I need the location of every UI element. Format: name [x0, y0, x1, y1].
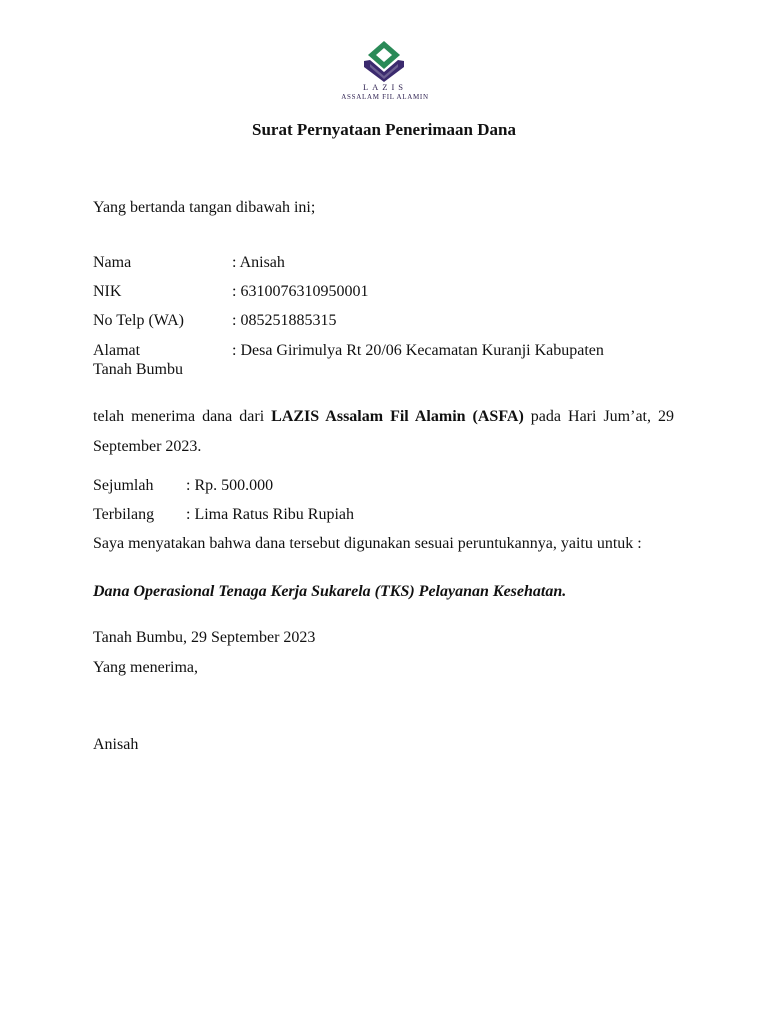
logo-subtitle: ASSALAM FIL ALAMIN: [341, 93, 429, 101]
amount-value: : Rp. 500.000: [186, 477, 274, 494]
nik-label: NIK: [93, 283, 122, 300]
name-value: : Anisah: [232, 254, 285, 271]
signer-name: Anisah: [93, 736, 139, 753]
amount-label: Sejumlah: [93, 477, 154, 494]
amount-words-label: Terbilang: [93, 506, 155, 523]
received-suffix: pada Hari Jum’at, 29 September 2023.: [93, 408, 674, 455]
address-label: Alamat: [93, 342, 141, 359]
place-date: Tanah Bumbu, 29 September 2023: [93, 629, 316, 646]
document-title: Surat Pernyataan Penerimaan Dana: [252, 120, 516, 139]
nik-value: : 6310076310950001: [232, 283, 369, 300]
receiver-label: Yang menerima,: [93, 659, 199, 676]
amount-words-value: : Lima Ratus Ribu Rupiah: [186, 506, 354, 523]
phone-value: : 085251885315: [232, 312, 337, 329]
received-prefix: telah menerima dana dari: [93, 408, 272, 425]
lazis-logo: [333, 40, 437, 104]
name-label: Nama: [93, 254, 132, 271]
usage-statement: Saya menyatakan bahwa dana tersebut digunakan sesuai peruntukannya, yaitu untuk :: [93, 535, 642, 552]
address-continuation: Tanah Bumbu: [93, 361, 183, 378]
phone-label: No Telp (WA): [93, 312, 185, 329]
received-statement: [93, 402, 674, 462]
organization-name: LAZIS Assalam Fil Alamin (ASFA): [271, 408, 524, 425]
logo-name: LAZIS: [362, 82, 408, 92]
fund-purpose: Dana Operasional Tenaga Kerja Sukarela (TKS) Pelayanan Kesehatan.: [93, 583, 567, 600]
lazis-emblem-icon: [360, 40, 408, 84]
intro-text: Yang bertanda tangan dibawah ini;: [93, 199, 316, 216]
address-value: : Desa Girimulya Rt 20/06 Kecamatan Kuranji Kabupaten: [232, 342, 604, 359]
